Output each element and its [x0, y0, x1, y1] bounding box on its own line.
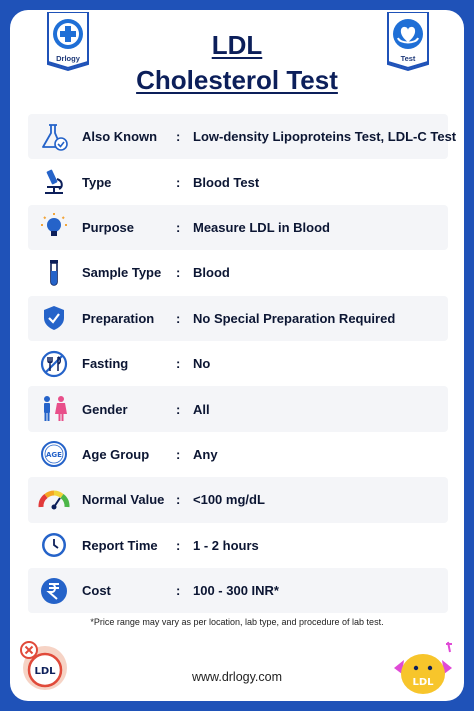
- row-label: Gender: [82, 401, 128, 417]
- row-value: Low-density Lipoproteins Test, LDL-C Test: [193, 129, 457, 145]
- lightbulb-icon: [32, 210, 76, 244]
- row-label: Purpose: [82, 219, 135, 235]
- shield-check-icon: [32, 301, 76, 335]
- row-value: Any: [193, 446, 218, 462]
- row-colon: :: [176, 401, 181, 417]
- row-label: Fasting: [82, 356, 129, 372]
- row-value: All: [193, 401, 210, 417]
- microscope-icon: [32, 165, 76, 199]
- row-cost: [28, 568, 448, 613]
- drlogy-badge-label: Drlogy: [56, 54, 80, 63]
- row-value: 1 - 2 hours: [193, 537, 259, 553]
- gender-icon: [32, 392, 76, 426]
- row-colon: :: [176, 174, 181, 190]
- row-colon: :: [176, 265, 181, 281]
- flask-check-icon: [32, 120, 76, 154]
- row-age-group: [28, 432, 448, 477]
- row-value: Blood Test: [193, 174, 260, 190]
- row-value: 100 - 300 INR*: [193, 583, 279, 599]
- info-card: [10, 10, 464, 701]
- row-purpose: [28, 205, 448, 250]
- row-label: Also Known: [82, 129, 158, 145]
- row-colon: :: [176, 356, 181, 372]
- row-colon: :: [176, 492, 181, 508]
- no-food-icon: [32, 347, 76, 381]
- row-label: Report Time: [82, 537, 158, 553]
- row-sample-type: [28, 250, 448, 295]
- row-label: Normal Value: [82, 492, 165, 508]
- page-title: [10, 30, 464, 96]
- row-value: No Special Preparation Required: [193, 310, 396, 326]
- row-label: Preparation: [82, 310, 155, 326]
- row-value: <100 mg/dL: [193, 492, 265, 508]
- gauge-icon: [32, 483, 76, 517]
- row-also-known: [28, 114, 457, 159]
- age-icon: [32, 437, 76, 471]
- svg-text:AGE: AGE: [46, 451, 62, 460]
- ldl-mascot: [388, 638, 458, 701]
- row-normal-value: [28, 477, 448, 522]
- row-type: [28, 159, 448, 204]
- row-preparation: [28, 296, 448, 341]
- clock-icon: [32, 528, 76, 562]
- title-line-2: Cholesterol Test: [136, 65, 338, 95]
- row-colon: :: [176, 219, 181, 235]
- price-note: *Price range may vary as per location, lab type, and procedure of lab test.: [90, 617, 384, 627]
- title-line-1: LDL: [211, 30, 263, 60]
- row-colon: :: [176, 446, 181, 462]
- mascot-left-label: LDL: [34, 666, 56, 677]
- row-colon: :: [176, 583, 181, 599]
- test-tube-icon: [32, 256, 76, 290]
- row-colon: :: [176, 537, 181, 553]
- row-label: Cost: [82, 583, 111, 599]
- row-colon: :: [176, 310, 181, 326]
- row-colon: :: [176, 129, 181, 145]
- row-value: Blood: [193, 265, 230, 281]
- info-table: [28, 114, 457, 613]
- mascot-right-label: LDL: [412, 677, 434, 688]
- row-report-time: [28, 523, 448, 568]
- website-link[interactable]: www.drlogy.com: [191, 670, 283, 684]
- row-label: Sample Type: [82, 265, 162, 281]
- ldl-warning-mascot: [18, 638, 72, 699]
- row-gender: [28, 386, 448, 431]
- test-badge-label: Test: [400, 54, 416, 63]
- row-value: Measure LDL in Blood: [193, 219, 330, 235]
- row-fasting: [28, 341, 448, 386]
- row-label: Age Group: [82, 446, 150, 462]
- rupee-icon: [32, 574, 76, 608]
- row-label: Type: [82, 174, 112, 190]
- row-value: No: [193, 356, 211, 372]
